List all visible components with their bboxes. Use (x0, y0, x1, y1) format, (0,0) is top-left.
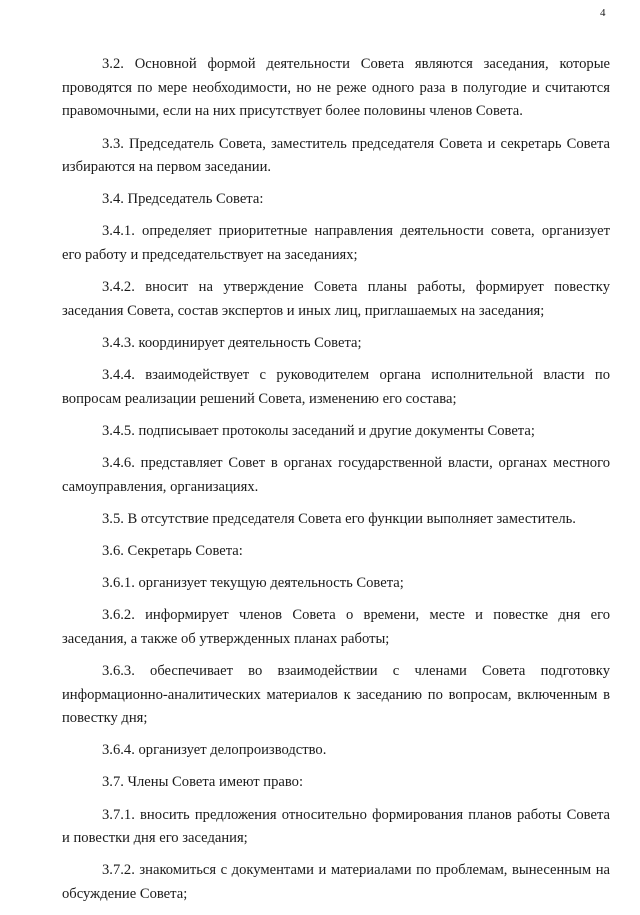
paragraph-3-7-1: 3.7.1. вносить предложения относительно формирования планов работы Совета и повестки дня его заседания; (62, 806, 610, 847)
paragraph-3-5: 3.5. В отсутствие председателя Совета его функции выполняет заместитель. (102, 510, 576, 527)
paragraph-3-4-6: 3.4.6. представляет Совет в органах государственной власти, органах местного самоуправления, организациях. (62, 454, 610, 495)
paragraph-3-4: 3.4. Председатель Совета: (102, 191, 264, 208)
paragraph-3-4-3: 3.4.3. координирует деятельность Совета; (102, 334, 362, 351)
paragraph-3-6-2: 3.6.2. информирует членов Совета о времени, месте и повестке дня его заседания, а также об утвержденных планах работы; (62, 607, 610, 647)
paragraph-3-6-4: 3.6.4. организует делопроизводство. (102, 742, 327, 759)
paragraph-3-2: 3.2. Основной формой деятельности Совета являются заседания, которые проводятся по мере необходимости, но не реже одного раза в полугодие и считаются правомочными, если на них присутствует более половины членов Совета. (62, 56, 610, 120)
paragraph-3-4-5: 3.4.5. подписывает протоколы заседаний и другие документы Совета; (102, 422, 535, 439)
paragraph-3-4-1: 3.4.1. определяет приоритетные направления деятельности совета, организует его работу и председательствует на заседаниях; (62, 223, 610, 264)
paragraph-3-3: 3.3. Председатель Совета, заместитель председателя Совета и секретарь Совета избираются на первом заседании. (62, 135, 610, 176)
paragraph-3-6-3: 3.6.3. обеспечивает во взаимодействии с членами Совета подготовку информационно-аналитических материалов к заседанию по вопросам, включенным в повестку дня; (62, 662, 610, 727)
paragraph-3-4-2: 3.4.2. вносит на утверждение Совета планы работы, формирует повестку заседания Совета, состав экспертов и иных лиц, приглашаемых на заседания; (62, 279, 610, 319)
paragraph-3-4-4: 3.4.4. взаимодействует с руководителем органа исполнительной власти по вопросам реализации решений Совета, изменению его состава; (62, 367, 610, 407)
paragraph-3-6-1: 3.6.1. организует текущую деятельность Совета; (102, 574, 404, 591)
document-body (62, 53, 610, 915)
paragraph-3-7-2: 3.7.2. знакомиться с документами и материалами по проблемам, вынесенным на обсуждение Совета; (62, 862, 610, 903)
paragraph-3-6: 3.6. Секретарь Совета: (102, 542, 243, 559)
page-number: 4 (600, 7, 606, 19)
paragraph-3-7: 3.7. Члены Совета имеют право: (102, 774, 304, 791)
